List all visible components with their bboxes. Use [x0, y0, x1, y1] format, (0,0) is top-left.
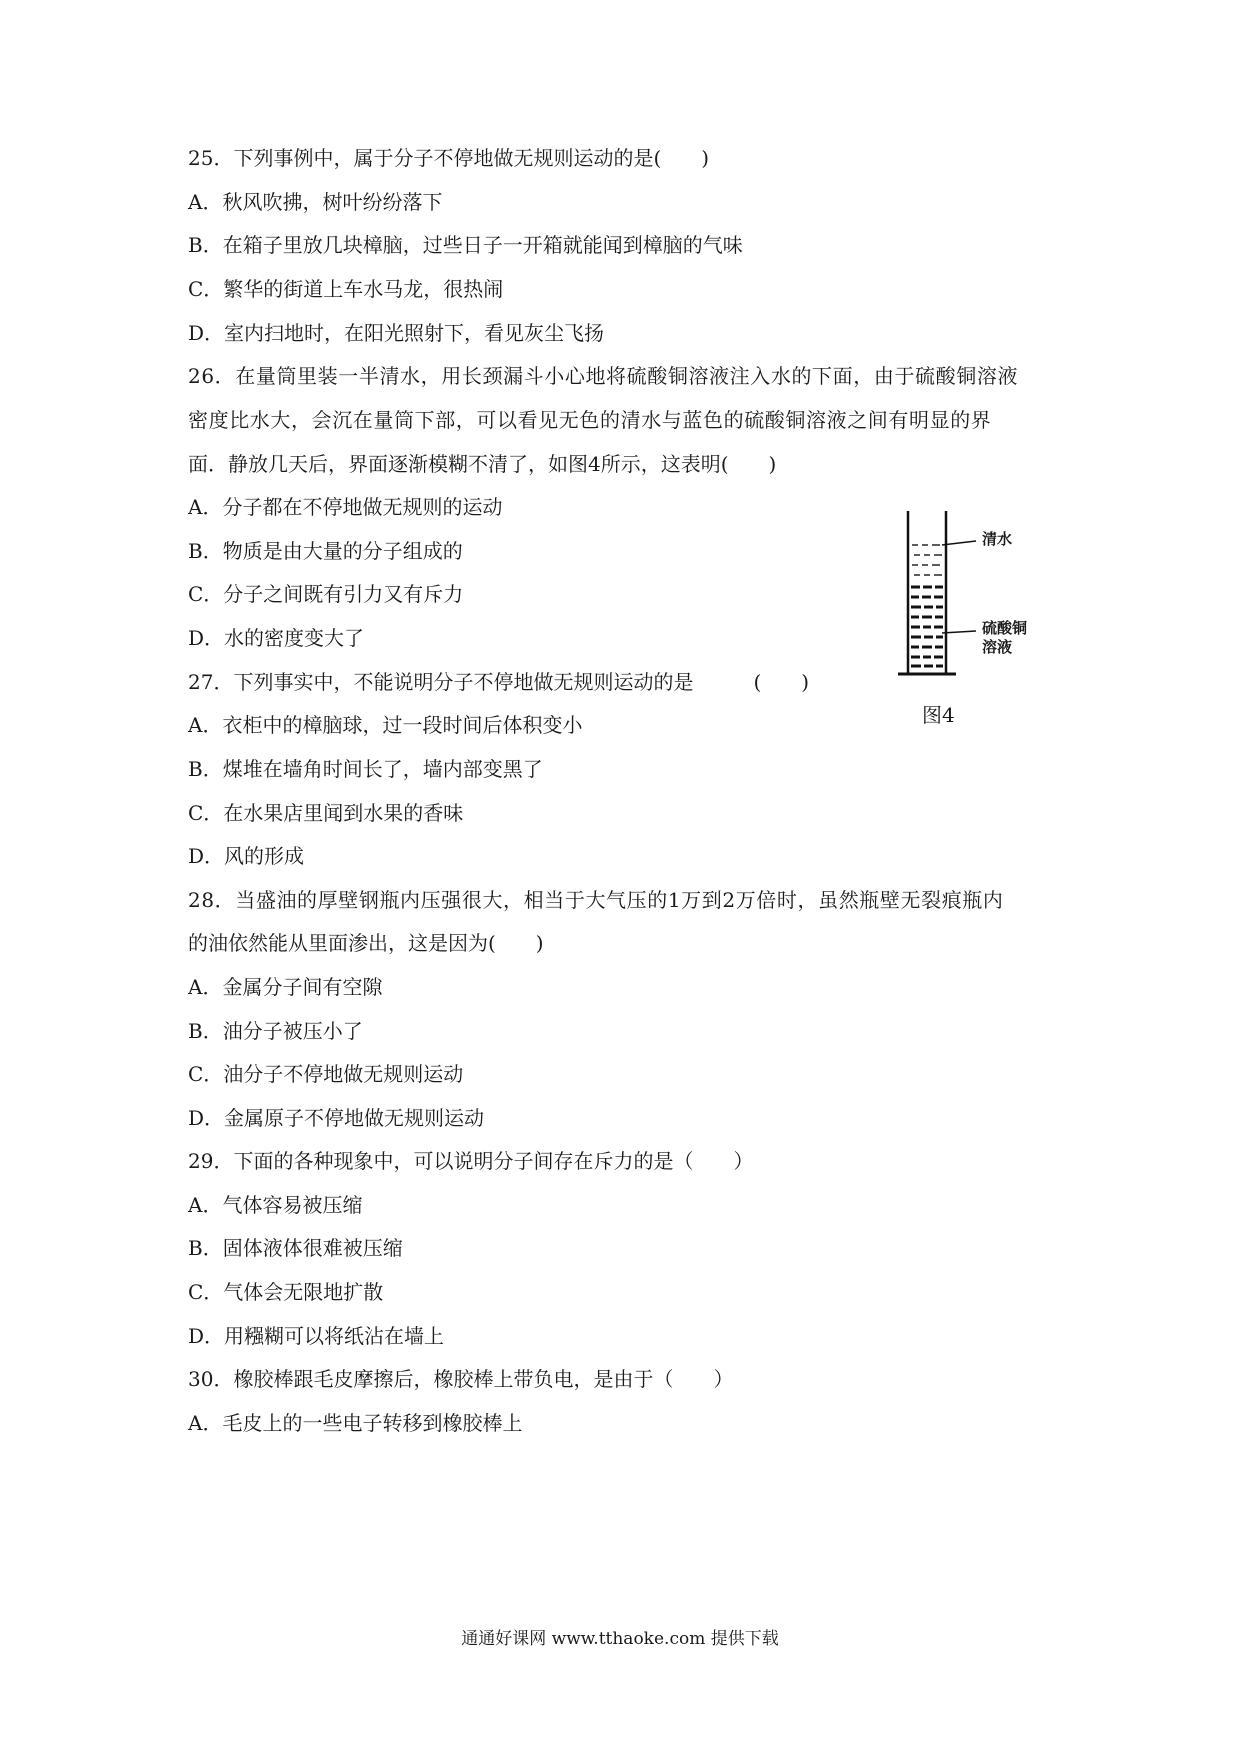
figure-label-solution-line-1: 硫酸铜 [982, 619, 1028, 637]
q27-option-c: C．在水果店里闻到水果的香味 [188, 801, 464, 825]
figure-caption: 图4 [922, 703, 955, 727]
q30-option-a: A．毛皮上的一些电子转移到橡胶棒上 [188, 1411, 523, 1435]
q28-stem-line-1: 28．当盛油的厚壁钢瓶内压强很大，相当于大气压的1万到2万倍时，虽然瓶壁无裂痕瓶内 [188, 888, 1004, 912]
figure-4-cylinder [890, 503, 1050, 723]
q29-option-d: D．用糨糊可以将纸沾在墙上 [188, 1324, 445, 1348]
q29-stem: 29．下面的各种现象中，可以说明分子间存在斥力的是（ ） [188, 1149, 754, 1173]
q26-option-a: A．分子都在不停地做无规则的运动 [188, 495, 503, 519]
q25-option-b: B．在箱子里放几块樟脑，过些日子一开箱就能闻到樟脑的气味 [188, 233, 743, 257]
q28-stem-line-2: 的油依然能从里面渗出，这是因为( ) [188, 931, 544, 955]
q25-option-d: D．室内扫地时，在阳光照射下，看见灰尘飞扬 [188, 321, 605, 345]
q25-stem: 25．下列事例中，属于分子不停地做无规则运动的是( ) [188, 146, 710, 170]
q29-option-a: A．气体容易被压缩 [188, 1193, 363, 1217]
q26-stem-line-2: 密度比水大，会沉在量筒下部，可以看见无色的清水与蓝色的硫酸铜溶液之间有明显的界 [188, 408, 992, 432]
q28-option-a: A．金属分子间有空隙 [188, 975, 383, 999]
q26-option-c: C．分子之间既有引力又有斥力 [188, 582, 464, 606]
q27-option-d: D．风的形成 [188, 844, 305, 868]
cylinder-illustration [890, 503, 1050, 723]
q30-stem: 30．橡胶棒跟毛皮摩擦后，橡胶棒上带负电，是由于（ ） [188, 1367, 734, 1391]
q29-option-b: B．固体液体很难被压缩 [188, 1236, 403, 1260]
figure-label-water: 清水 [982, 530, 1013, 548]
q29-option-c: C．气体会无限地扩散 [188, 1280, 384, 1304]
q27-option-b: B．煤堆在墙角时间长了，墙内部变黑了 [188, 757, 543, 781]
q27-stem: 27．下列事实中，不能说明分子不停地做无规则运动的是 ( ) [188, 670, 810, 694]
figure-label-solution-line-2: 溶液 [982, 638, 1013, 656]
q27-option-a: A．衣柜中的樟脑球，过一段时间后体积变小 [188, 713, 583, 737]
q28-option-d: D．金属原子不停地做无规则运动 [188, 1106, 485, 1130]
q26-stem-line-3: 面．静放几天后，界面逐渐模糊不清了，如图4所示，这表明( ) [188, 452, 777, 476]
q26-stem-line-1: 26．在量筒里装一半清水，用长颈漏斗小心地将硫酸铜溶液注入水的下面，由于硫酸铜溶液 [188, 364, 1019, 388]
q26-option-d: D．水的密度变大了 [188, 626, 365, 650]
q26-option-b: B．物质是由大量的分子组成的 [188, 539, 463, 563]
q25-option-a: A．秋风吹拂，树叶纷纷落下 [188, 190, 443, 214]
q28-option-b: B．油分子被压小了 [188, 1019, 363, 1043]
q28-option-c: C．油分子不停地做无规则运动 [188, 1062, 464, 1086]
q25-option-c: C．繁华的街道上车水马龙，很热闹 [188, 277, 504, 301]
page-footer: 通通好课网 www.tthaoke.com 提供下载 [461, 1629, 779, 1649]
